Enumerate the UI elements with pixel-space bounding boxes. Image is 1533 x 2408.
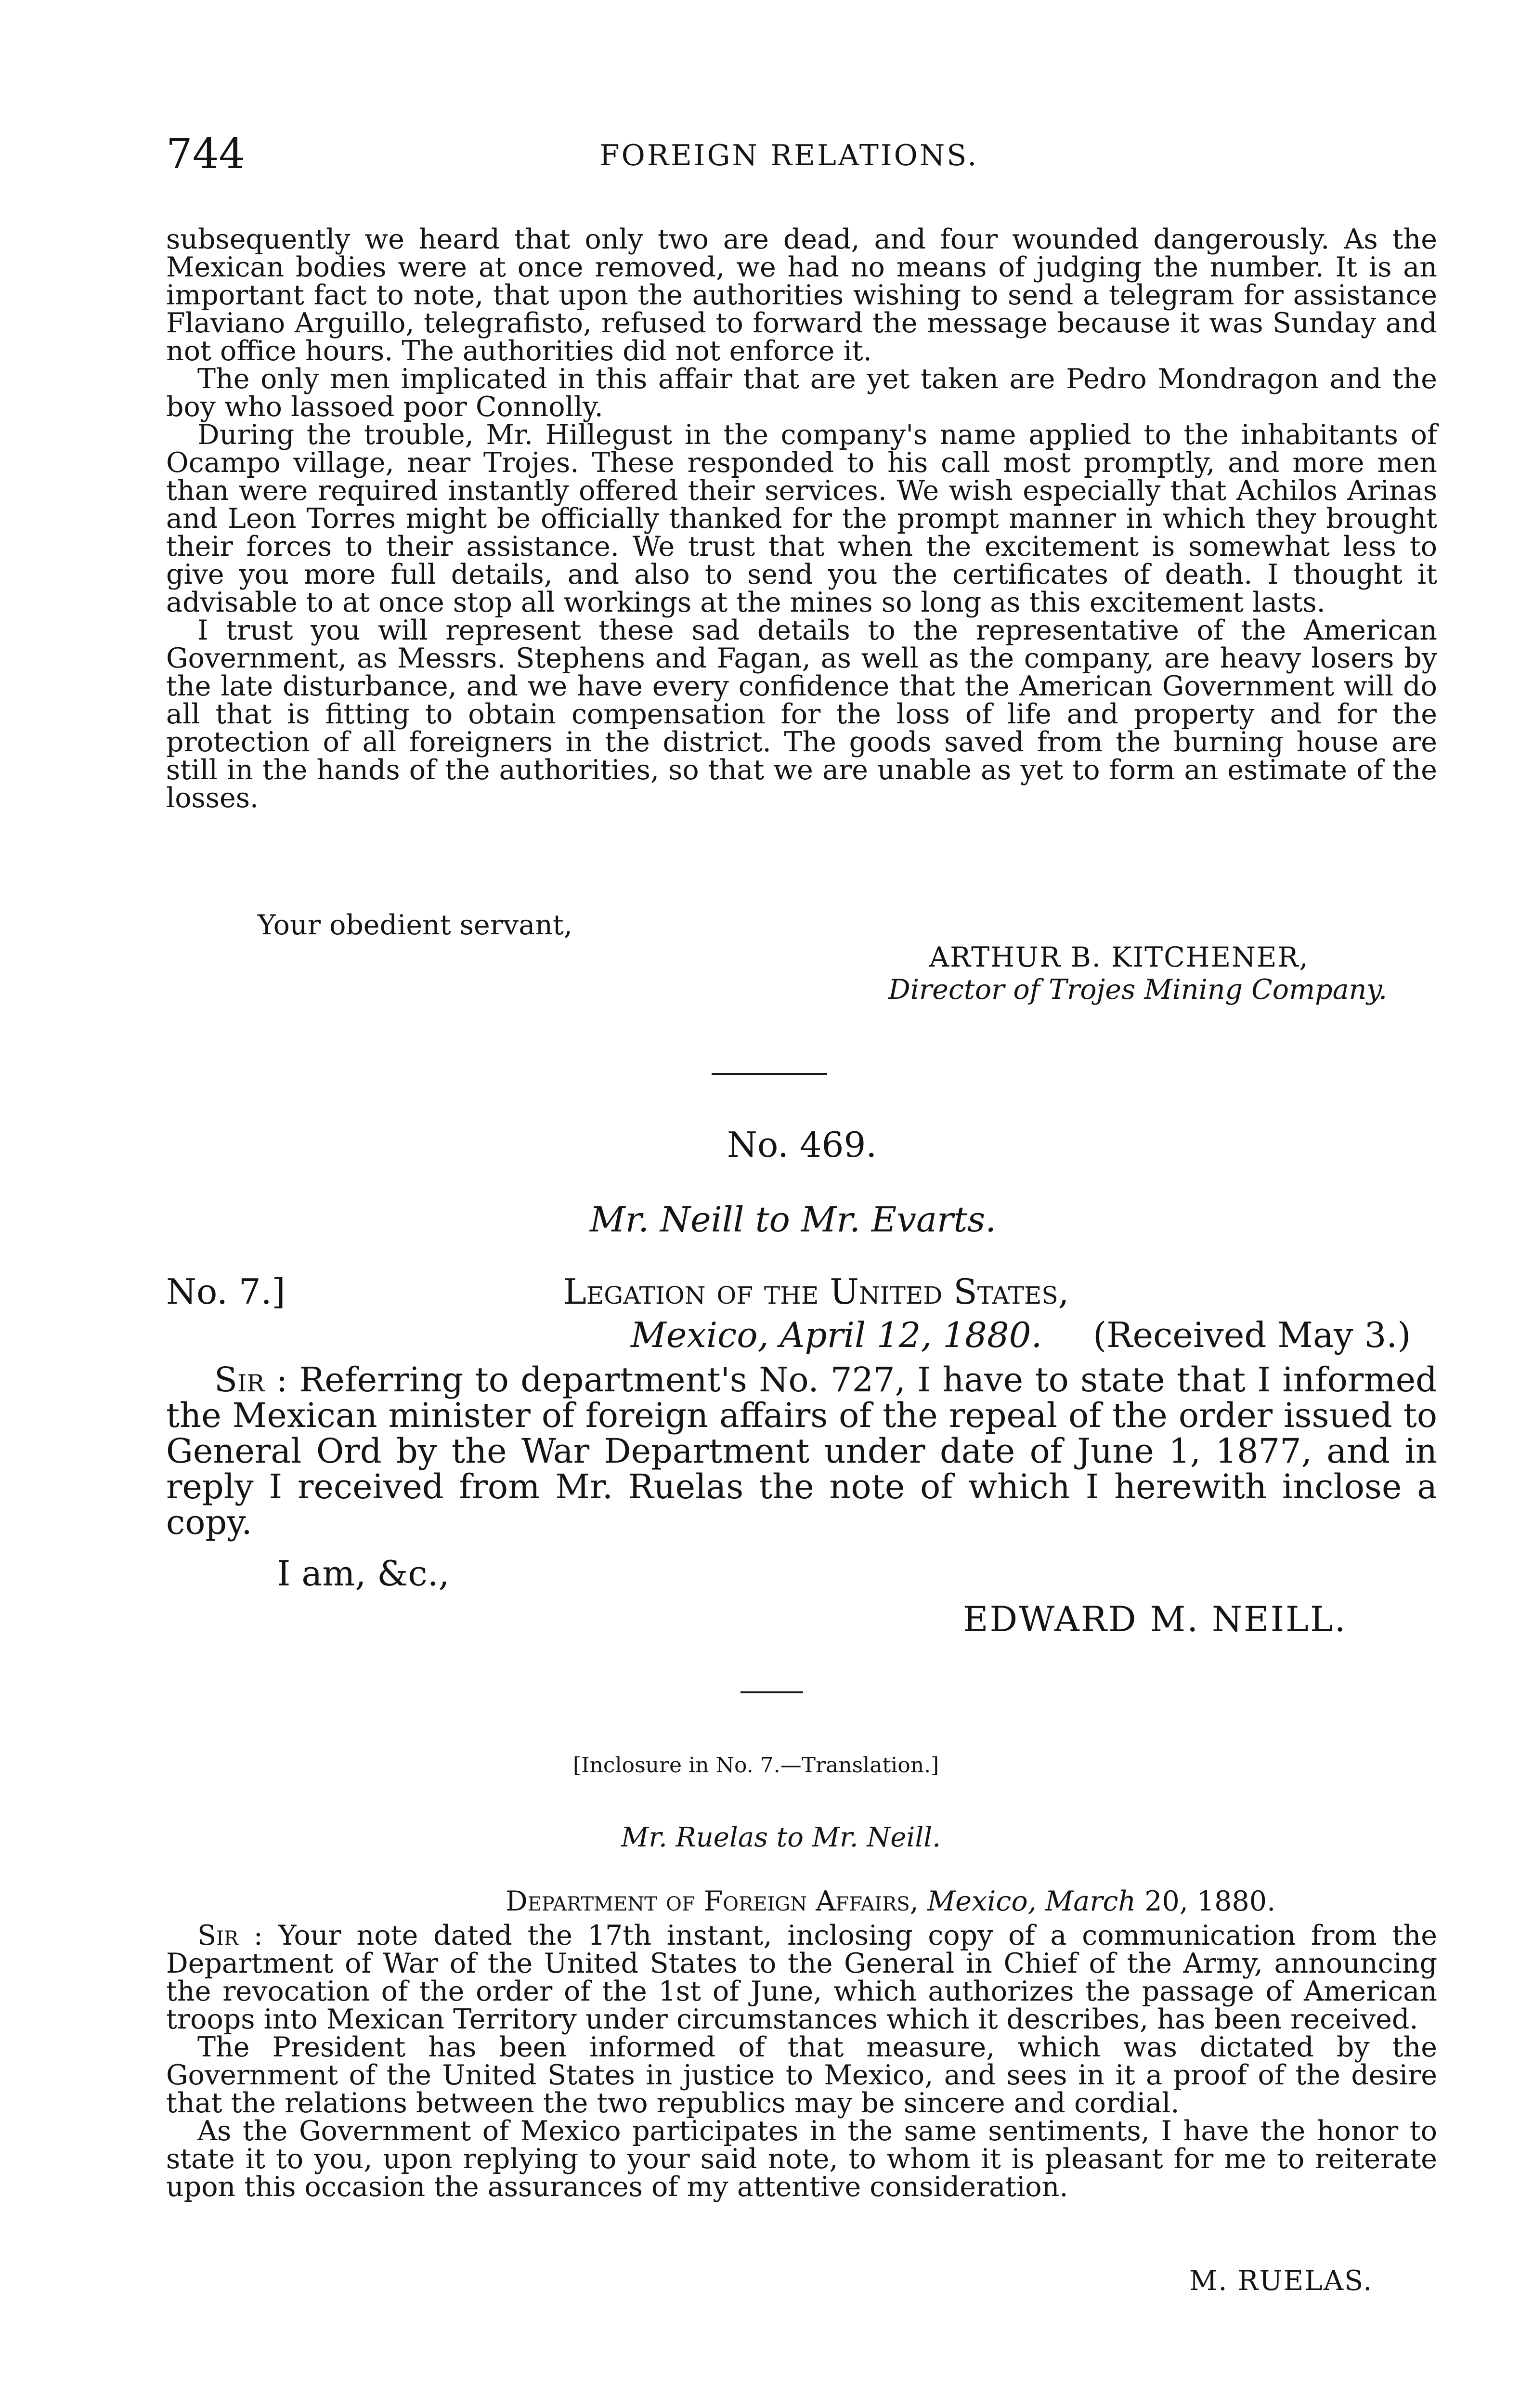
letter-paragraph (166, 1362, 1437, 1540)
kitchener-letter-body (166, 225, 1437, 812)
running-head: FOREIGN RELATIONS. (599, 139, 979, 172)
place-date-line (631, 1315, 1411, 1355)
note-paragraph: As the Government of Mexico participates in the same sentiments, I have the honor to state it to you, upon replying to your said note, to whom it is pleasant for me to reiterate upon this occasion the assurances of my attentive consideration. (166, 2115, 1437, 2203)
legation-line: Legation of the United States, (563, 1271, 1069, 1312)
salutation: Sir : (214, 1360, 288, 1400)
letter-signature: EDWARD M. NEILL. (963, 1599, 1347, 1639)
reference-number: No. 7.] (166, 1271, 286, 1312)
note-paragraph (166, 1922, 1437, 2033)
letter-closing: I am, &c., (277, 1553, 450, 1594)
letter-closing: Your obedient servant, (258, 909, 572, 941)
inclosure-label: [Inclosure in No. 7.—Translation.] (573, 1753, 939, 1778)
received-date: (Received May 3.) (1093, 1315, 1411, 1355)
place-date: Mexico, April 12, 1880. (631, 1315, 1042, 1355)
dateline-department: Department of Foreign Affairs, (506, 1885, 919, 1917)
note-paragraph: The President has been informed of that measure, which was dictated by the Government of the United States in justice to Mexico, and sees in it a proof of the desire that the relations between the two republics may be sincere and cordial. (166, 2031, 1437, 2119)
ruelas-note-body (166, 1922, 1437, 2201)
letter-paragraph: subsequently we heard that only two are dead, and four wounded dangerously. As the Mexican bodies were at once removed, we had no means of judging the number. It is an important fact to note, that upon the authorities wishing to send a telegram for assistance Flaviano Arguillo, telegrafisto, refused to forward the message because it was Sunday and not office hours. The authorities did not enforce it. (166, 223, 1437, 367)
letter-signature-title: Director of Trojes Mining Company. (888, 974, 1388, 1006)
document-heading: Mr. Neill to Mr. Evarts. (590, 1199, 997, 1240)
page-header (166, 130, 1447, 188)
letter-paragraph: I trust you will represent these sad details to the representative of the American Government, as Messrs. Stephens and Fagan, as well as the company, are heavy losers by the late disturbance, and we have every confidence that the American Government will do all that is fitting to obtain compensation for the loss of life and property and for the protection of all foreigners in the district. The goods saved from the burning house are still in the hands of the authorities, so that we are unable as yet to form an estimate of the losses. (166, 615, 1437, 814)
dateline-place: Mexico, March (927, 1885, 1136, 1917)
note-text: Your note dated the 17th instant, inclosing copy of a communication from the Department of War of the United States to the General in Chief of the Army, announcing the revocation of the order of the 1st of June, which authorizes the passage of American troops into Mexican Territory under circumstances which it describes, has been received. (166, 1920, 1437, 2035)
neill-letter-body (166, 1362, 1437, 1540)
letter-paragraph: The only men implicated in this affair that are yet taken are Pedro Mondragon and the boy who lassoed poor Connolly. (166, 363, 1437, 423)
document-number: No. 469. (727, 1125, 877, 1165)
letter-paragraph: During the trouble, Mr. Hillegust in the company's name applied to the inhabitants of Ocampo village, near Trojes. These responded to his call most promptly, and more men than were required instantly offered their services. We wish especially that Achilos Arinas and Leon Torres might be officially thanked for the prompt manner in which they brought their forces to their assistance. We trust that when the excitement is somewhat less to give you more full details, and also to send you the certificates of death. I thought it advisable to at once stop all workings at the mines so long as this excitement lasts. (166, 419, 1437, 618)
page-number: 744 (166, 130, 246, 178)
letter-signature: ARTHUR B. KITCHENER, (929, 942, 1309, 973)
section-divider (712, 1073, 827, 1075)
salutation: Sir : (197, 1920, 263, 1951)
note-signature: M. RUELAS. (1189, 2265, 1373, 2297)
inclosure-dateline (506, 1885, 1275, 1917)
body-text: Referring to department's No. 727, I have to state that I informed the Mexican minister of foreign affairs of the repeal of the order issued to General Ord by the War Department under date of June 1, 1877, and in reply I received from Mr. Ruelas the note of which I herewith inclose a copy. (166, 1360, 1437, 1542)
section-divider (741, 1691, 803, 1693)
inclosure-heading: Mr. Ruelas to Mr. Neill. (621, 1822, 941, 1853)
dateline-date: 20, 1880. (1144, 1885, 1276, 1917)
